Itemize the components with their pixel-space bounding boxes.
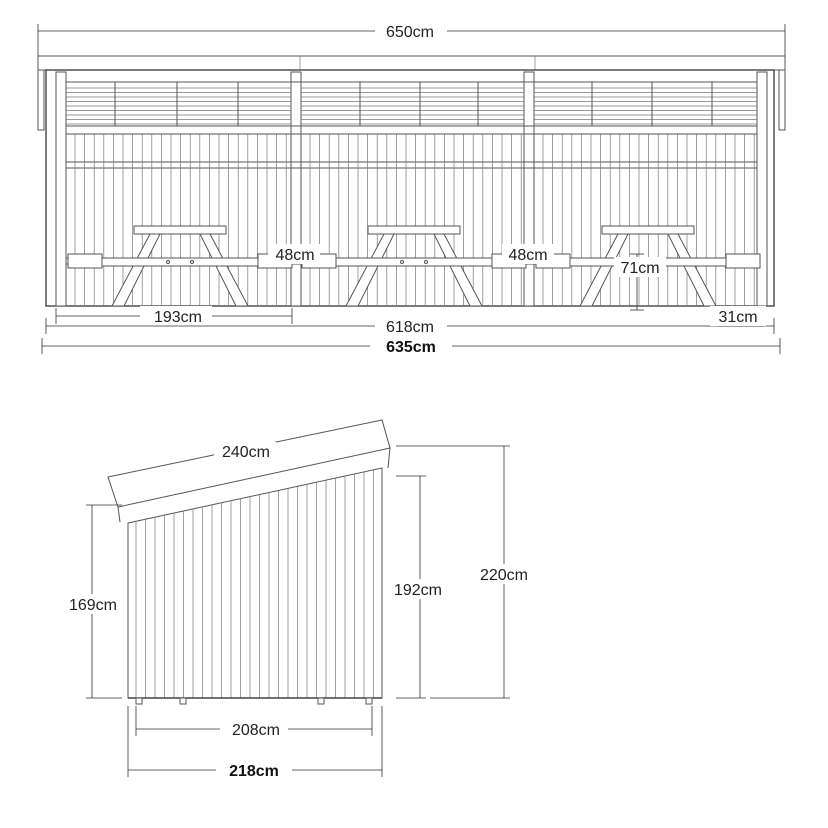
table-leg <box>112 234 160 306</box>
wall-rails <box>66 134 757 264</box>
label-overall-roof-width: 650cm <box>385 24 435 41</box>
label-total-height: 220cm <box>479 567 529 584</box>
louver-band <box>66 82 757 126</box>
table-leg <box>668 234 716 306</box>
wall-planks <box>75 134 754 306</box>
label-total-depth: 218cm <box>229 763 279 780</box>
label-inner-depth: 208cm <box>231 722 281 739</box>
table-top <box>368 226 460 234</box>
front-view <box>38 20 785 356</box>
side-view <box>60 420 536 780</box>
bench-bar <box>330 258 498 266</box>
label-post-gap-2: 48cm <box>508 247 548 264</box>
label-post-gap-1: 48cm <box>275 247 315 264</box>
table-top <box>134 226 226 234</box>
label-bay-width: 193cm <box>153 309 203 326</box>
label-front-wall-height: 169cm <box>68 597 118 614</box>
bench-seat <box>68 254 102 268</box>
label-roof-length: 240cm <box>221 444 271 461</box>
label-total-width: 635cm <box>386 339 436 356</box>
label-rear-wall-height: 192cm <box>393 582 443 599</box>
table-leg <box>434 234 482 306</box>
bench-bar <box>96 258 264 266</box>
bench-seat <box>726 254 760 268</box>
label-end-overhang: 31cm <box>718 309 758 326</box>
table-leg <box>200 234 248 306</box>
roof-fascia <box>38 56 785 130</box>
label-inner-width: 618cm <box>385 319 435 336</box>
side-wall <box>128 468 382 704</box>
picnic-table <box>68 226 292 306</box>
label-table-height: 71cm <box>620 260 660 277</box>
table-top <box>602 226 694 234</box>
